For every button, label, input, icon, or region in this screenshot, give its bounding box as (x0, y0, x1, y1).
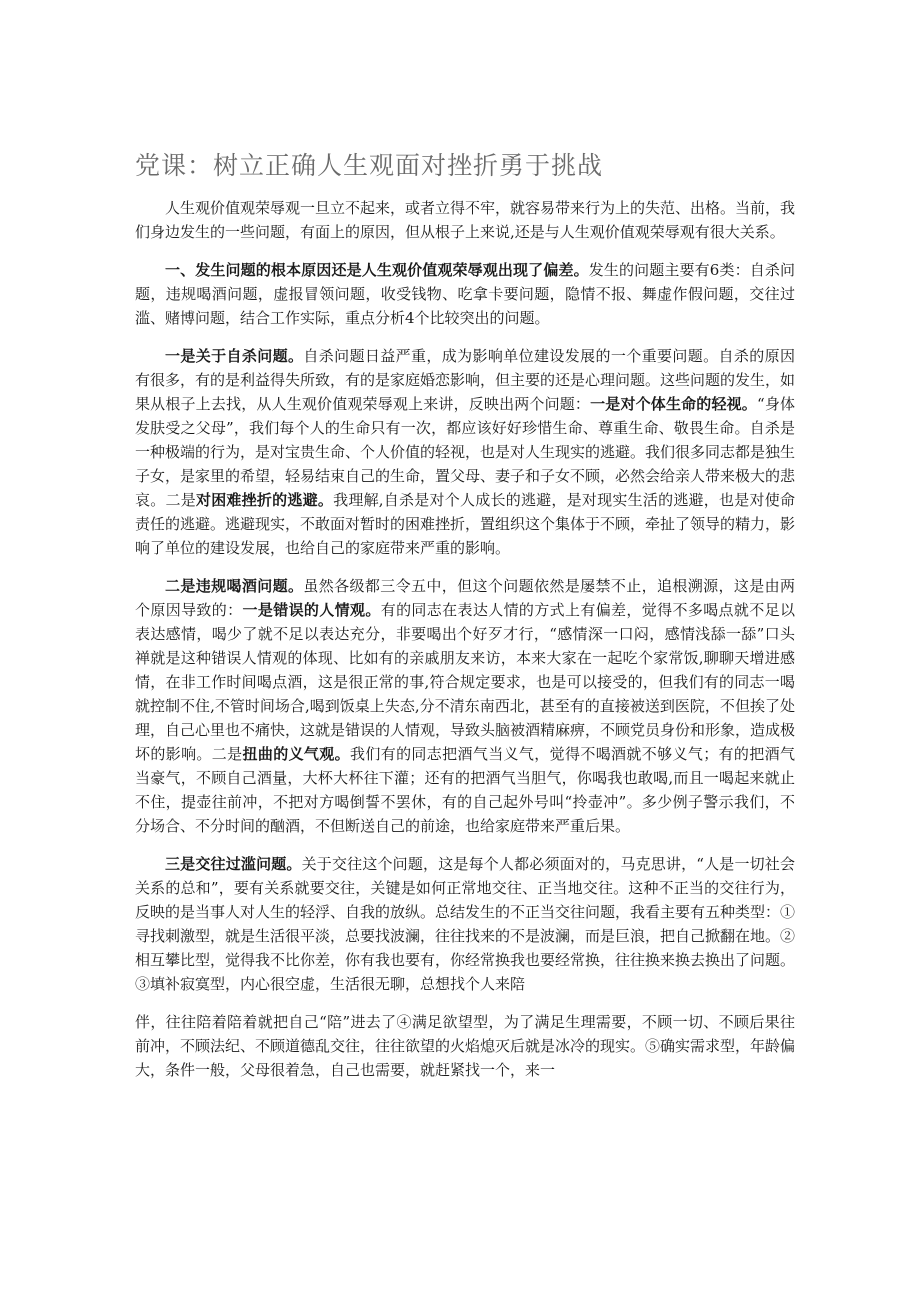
paragraph-text: 我理解,自杀是对个人成长的逃避，是对现实生活的逃避，也是对使命责任的逃避。逃避现实，不敢面对暂时的困难挫折，置组织这个集体于不顾，牵扯了领导的精力，影响了单位的建设发展，也给自己的家庭带来严重的影响。 (135, 491, 796, 557)
bold-heading-text: 二是违规喝酒问题。 (165, 577, 304, 595)
paragraph (135, 258, 795, 330)
paragraph (135, 196, 795, 244)
bold-heading-text: 对困难挫折的逃避。 (195, 491, 334, 509)
bold-heading-text: 一、发生问题的根本原因还是人生观价值观荣辱观出现了偏差。 (165, 261, 589, 279)
paragraph (135, 1010, 795, 1082)
document-body (135, 196, 795, 1096)
paragraph-text: “身体发肤受之父母”，我们每个人的生命只有一次，都应该好好珍惜生命、尊重生命、敬畏生命。自杀是一种极端的行为，是对宝贵生命、个人价值的轻视，也是对人生现实的逃避。我们很多同志都是独生子女，是家里的希望，轻易结束自己的生命，置父母、妻子和子女不顾，必然会给亲人带来极大的悲哀。二是 (135, 395, 796, 509)
paragraph-text: 伴，往往陪着陪着就把自己“陪”进去了④满足欲望型，为了满足生理需要，不顾一切、不顾后果往前冲，不顾法纪、不顾道德乱交往，往往欲望的火焰熄灭后就是冰冷的现实。⑤确实需求型，年龄偏大，条件一般，父母很着急，自己也需要，就赶紧找一个，来一 (135, 1013, 796, 1079)
paragraph-text: 我们有的同志把酒气当义气，觉得不喝酒就不够义气；有的把酒气当豪气，不顾自己酒量，大杯大杯往下灌；还有的把酒气当胆气，你喝我也敢喝,而且一喝起来就止不住，提壶往前冲，不把对方喝倒誓不罢休，有的自己起外号叫“拎壶冲”。多少例子警示我们，不分场合、不分时间的酗酒，不但断送自己的前途，也给家庭带来严重后果。 (135, 745, 795, 835)
paragraph-text: 人生观价值观荣辱观一旦立不起来，或者立得不牢，就容易带来行为上的失范、出格。当前，我们身边发生的一些问题，有面上的原因，但从根子上来说,还是与人生观价值观荣辱观有很大关系。 (135, 199, 796, 241)
paragraph (135, 574, 795, 838)
paragraph-text: 虽然各级都三令五中，但这个问题依然是屡禁不止，追根溯源，这是由两个原因导致的： (135, 577, 795, 619)
paragraph-text: 自杀问题日益严重，成为影响单位建设发展的一个重要问题。自杀的原因有很多，有的是利益得失所致，有的是家庭婚恋影响，但主要的还是心理问题。这些问题的发生，如果从根子上去找，从人生观价值观荣辱观上来讲，反映出两个问题： (135, 347, 796, 413)
document-title: 党课：树立正确人生观面对挫折勇于挑战 (135, 151, 604, 180)
paragraph-text: 关于交往这个问题，这是每个人都必须面对的，马克思讲，“人是一切社会关系的总和”，要有关系就要交往，关键是如何正常地交往、正当地交往。这种不正当的交往行为，反映的是当事人对人生的轻浮、自我的放纵。总结发生的不正当交往问题，我看主要有五种类型：①寻找刺激型，就是生活很平淡，总要找波澜，往往找来的不是波澜，而是巨浪，把自己掀翻在地。②相互攀比型，觉得我不比你差，你有我也要有，你经常换我也要经常换，往往换来换去换出了问题。③填补寂寞型，内心很空虚，生活很无聊，总想找个人来陪 (135, 855, 796, 993)
paragraph (135, 344, 795, 560)
bold-heading-text: 一是关于自杀问题。 (165, 347, 304, 365)
bold-heading-text: 三是交往过滥问题。 (165, 855, 302, 873)
bold-heading-text: 扭曲的义气观。 (242, 745, 350, 763)
bold-heading-text: 一是对个体生命的轻视。 (590, 395, 757, 413)
bold-heading-text: 一是错误的人情观。 (242, 601, 381, 619)
paragraph-text: 发生的问题主要有6类：自杀问题，违规喝酒问题，虚报冒领问题，收受钱物、吃拿卡要问题，隐情不报、舞虚作假问题，交往过滥、赌博问题，结合工作实际，重点分析4个比较突出的问题。 (135, 261, 795, 327)
paragraph-text: 有的同志在表达人情的方式上有偏差，觉得不多喝点就不足以表达感情，喝少了就不足以表达充分，非要喝出个好歹才行，“感情深一口闷，感情浅舔一舔”口头禅就是这种错误人情观的体现、比如有的亲戚朋友来访，本来大家在一起吃个家常饭,聊聊天增进感情，在非工作时间喝点酒，这是很正常的事,符合规定要求，也是可以接受的，但我们有的同志一喝就控制不住,不管时间场合,喝到饭桌上失态,分不清东南西北，甚至有的直接被送到医院，不但挨了处理，自己心里也不痛快，这就是错误的人情观，导致头脑被酒精麻痹，不顾党员身份和形象，造成极坏的影响。二是 (135, 601, 796, 763)
paragraph (135, 852, 795, 996)
